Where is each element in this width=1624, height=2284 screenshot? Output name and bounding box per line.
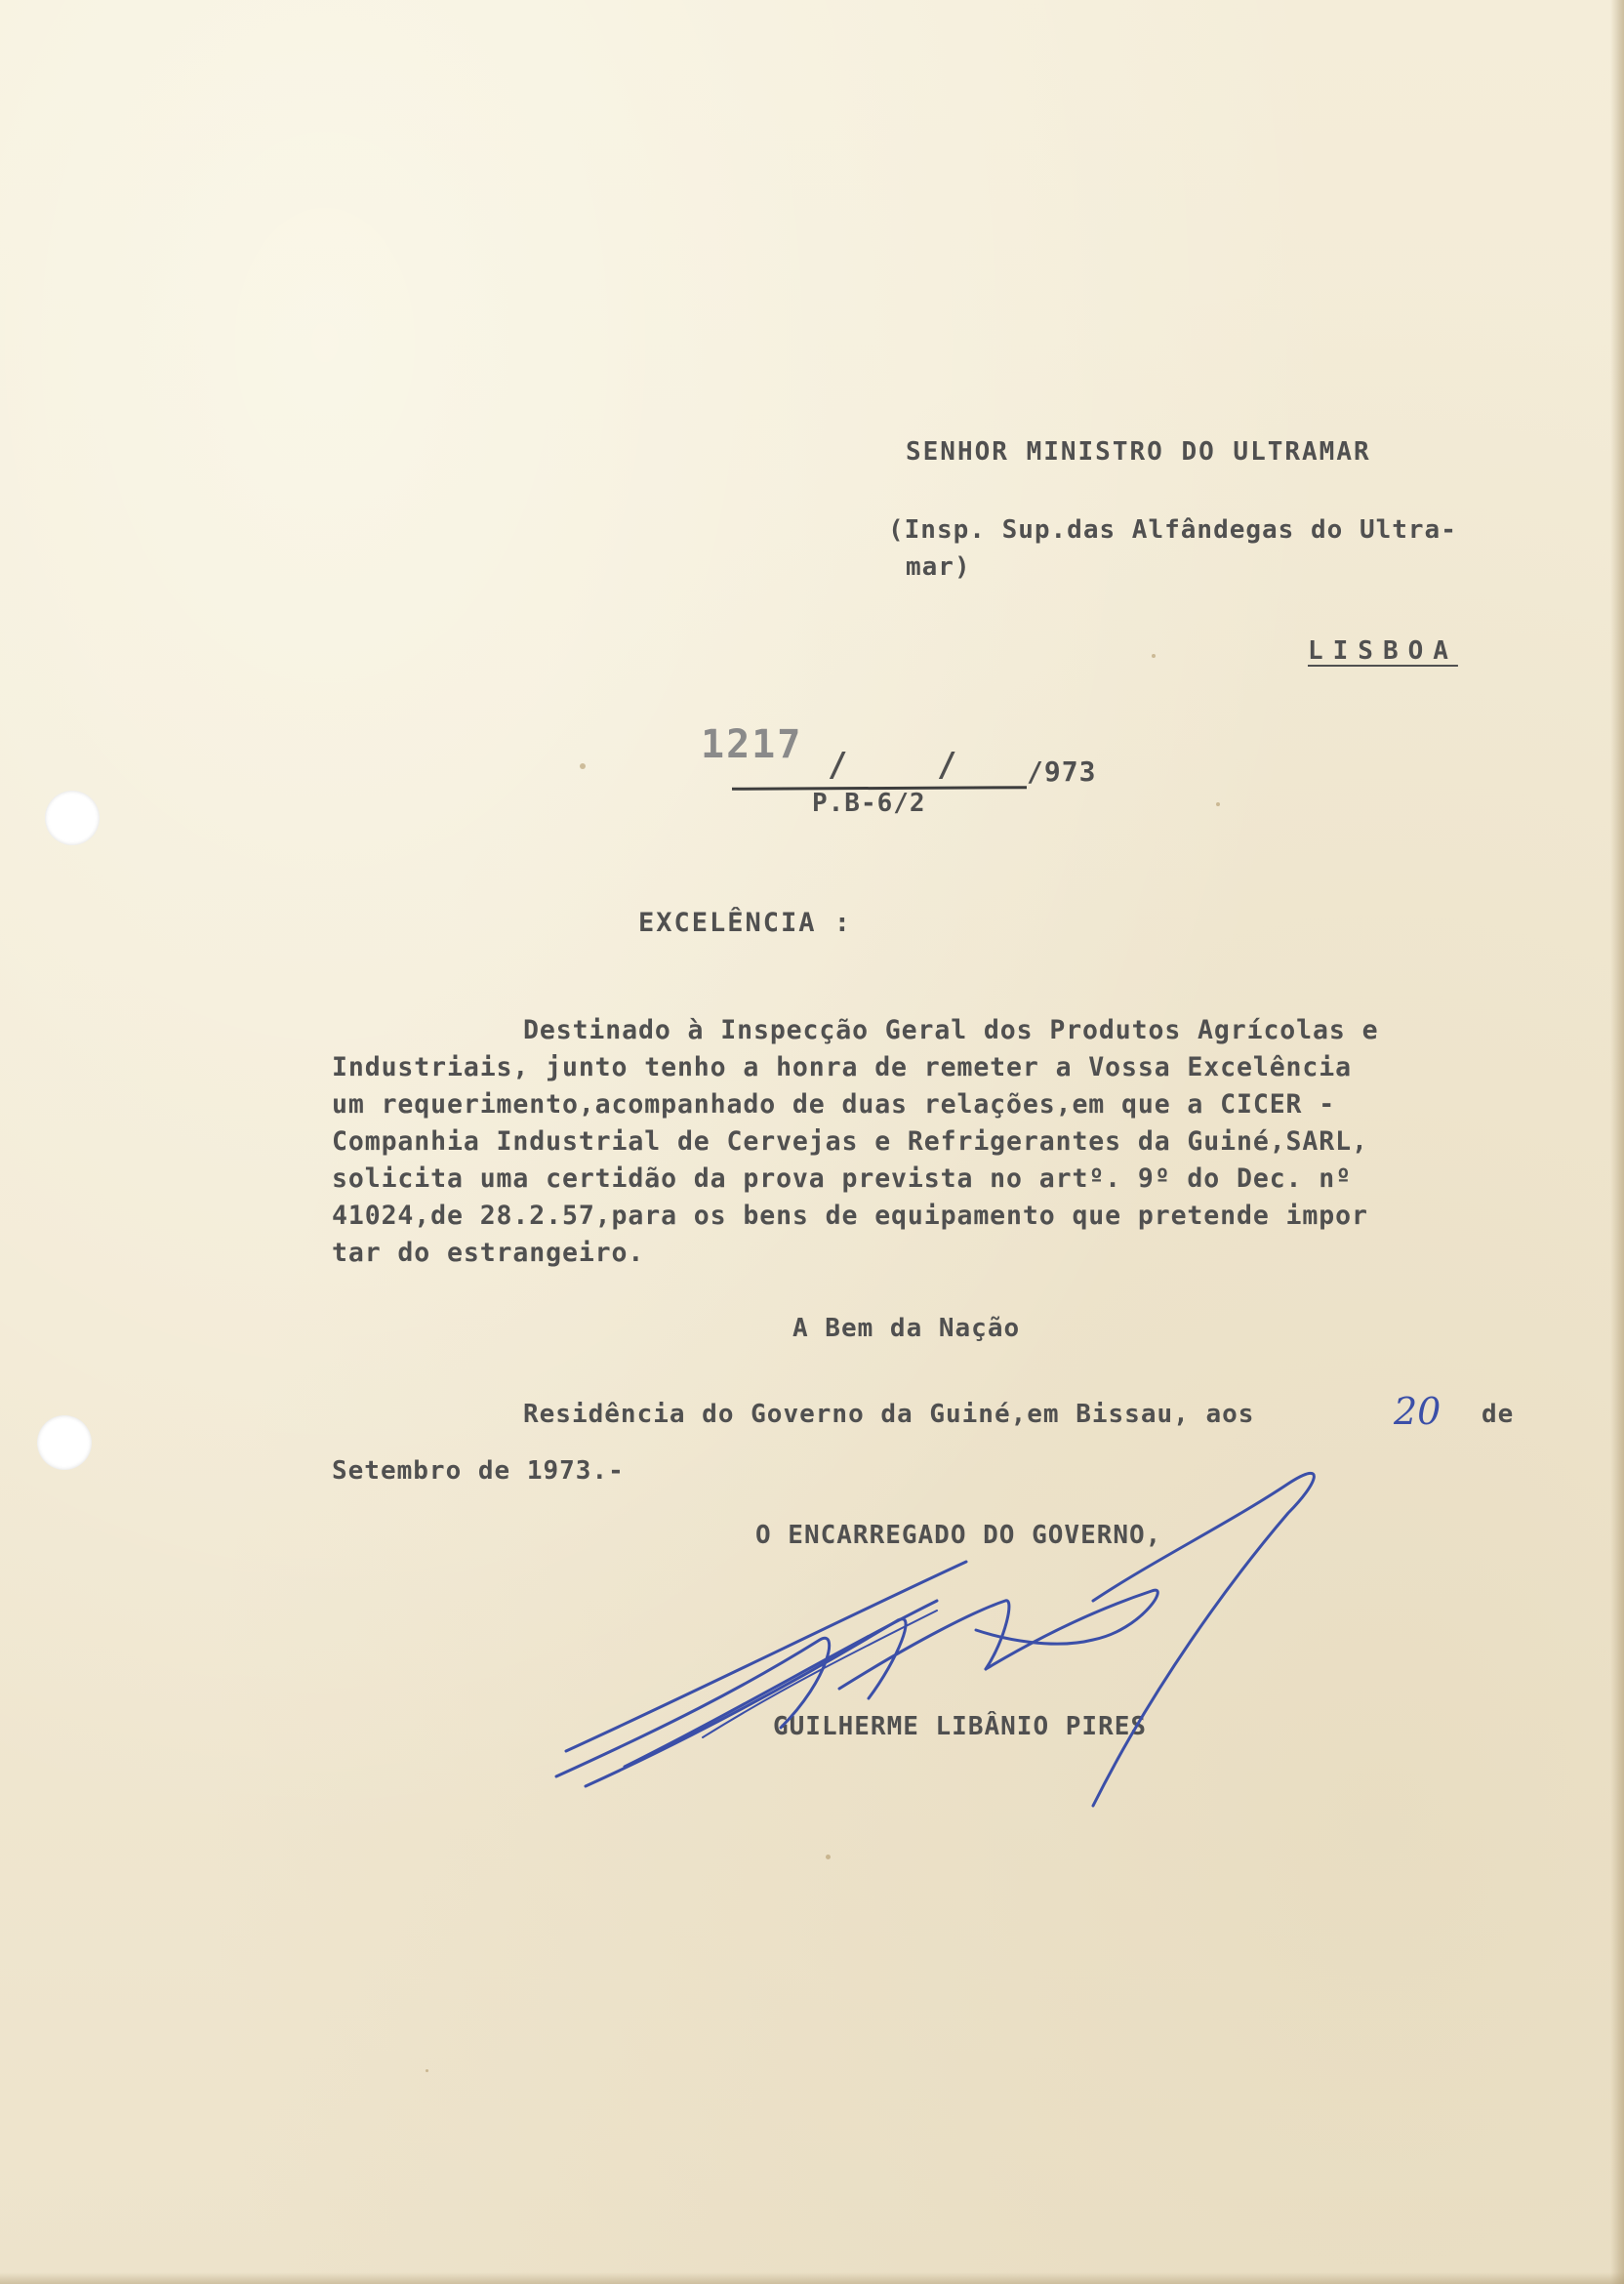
paper-edge-right [1610, 0, 1624, 2284]
speck [1216, 802, 1220, 806]
department-line-2: mar) [906, 552, 971, 582]
place-line: Residência do Governo da Guiné,em Bissau, aos [523, 1400, 1255, 1429]
body-line: 41024,de 28.2.57,para os bens de equipamento que pretende impor [332, 1201, 1368, 1231]
body-line: Companhia Industrial de Cervejas e Refrigerantes da Guiné,SARL, [332, 1126, 1368, 1157]
body-line: Industriais, junto tenho a honra de remeter a Vossa Excelência [332, 1052, 1352, 1082]
signatory-name: GUILHERME LIBÂNIO PIRES [773, 1712, 1148, 1741]
punch-hole-top [45, 791, 100, 845]
body-line: um requerimento,acompanhado de duas relações,em que a CICER - [332, 1089, 1336, 1120]
city: LISBOA [1308, 636, 1458, 666]
reference-year: /973 [1027, 755, 1097, 788]
date-line: Setembro de 1973.- [332, 1456, 625, 1486]
signatory-role: O ENCARREGADO DO GOVERNO, [755, 1521, 1162, 1550]
body-line: tar do estrangeiro. [332, 1238, 645, 1268]
paper-edge-bottom [0, 2272, 1624, 2284]
handwritten-signature [547, 1445, 1347, 1815]
punch-hole-bottom [37, 1415, 92, 1470]
speck [580, 763, 586, 769]
department-line-1: (Insp. Sup.das Alfândegas do Ultra- [888, 515, 1457, 545]
salutation: EXCELÊNCIA : [638, 908, 853, 938]
speck [1152, 654, 1156, 658]
reference-number: 1217 [701, 722, 803, 767]
reference-slash: / [937, 746, 958, 785]
place-line-suffix: de [1482, 1400, 1515, 1429]
body-line: solicita uma certidão da prova prevista no artº. 9º do Dec. nº [332, 1163, 1352, 1194]
reference-slash: / [828, 746, 849, 785]
handwritten-day: 20 [1394, 1390, 1441, 1433]
addressee: SENHOR MINISTRO DO ULTRAMAR [906, 437, 1371, 467]
speck [426, 2069, 428, 2072]
body-line: Destinado à Inspecção Geral dos Produtos Agrícolas e [523, 1015, 1379, 1045]
speck [826, 1855, 831, 1859]
reference-code: P.B-6/2 [812, 789, 926, 818]
closing-formula: A Bem da Nação [792, 1314, 1021, 1343]
